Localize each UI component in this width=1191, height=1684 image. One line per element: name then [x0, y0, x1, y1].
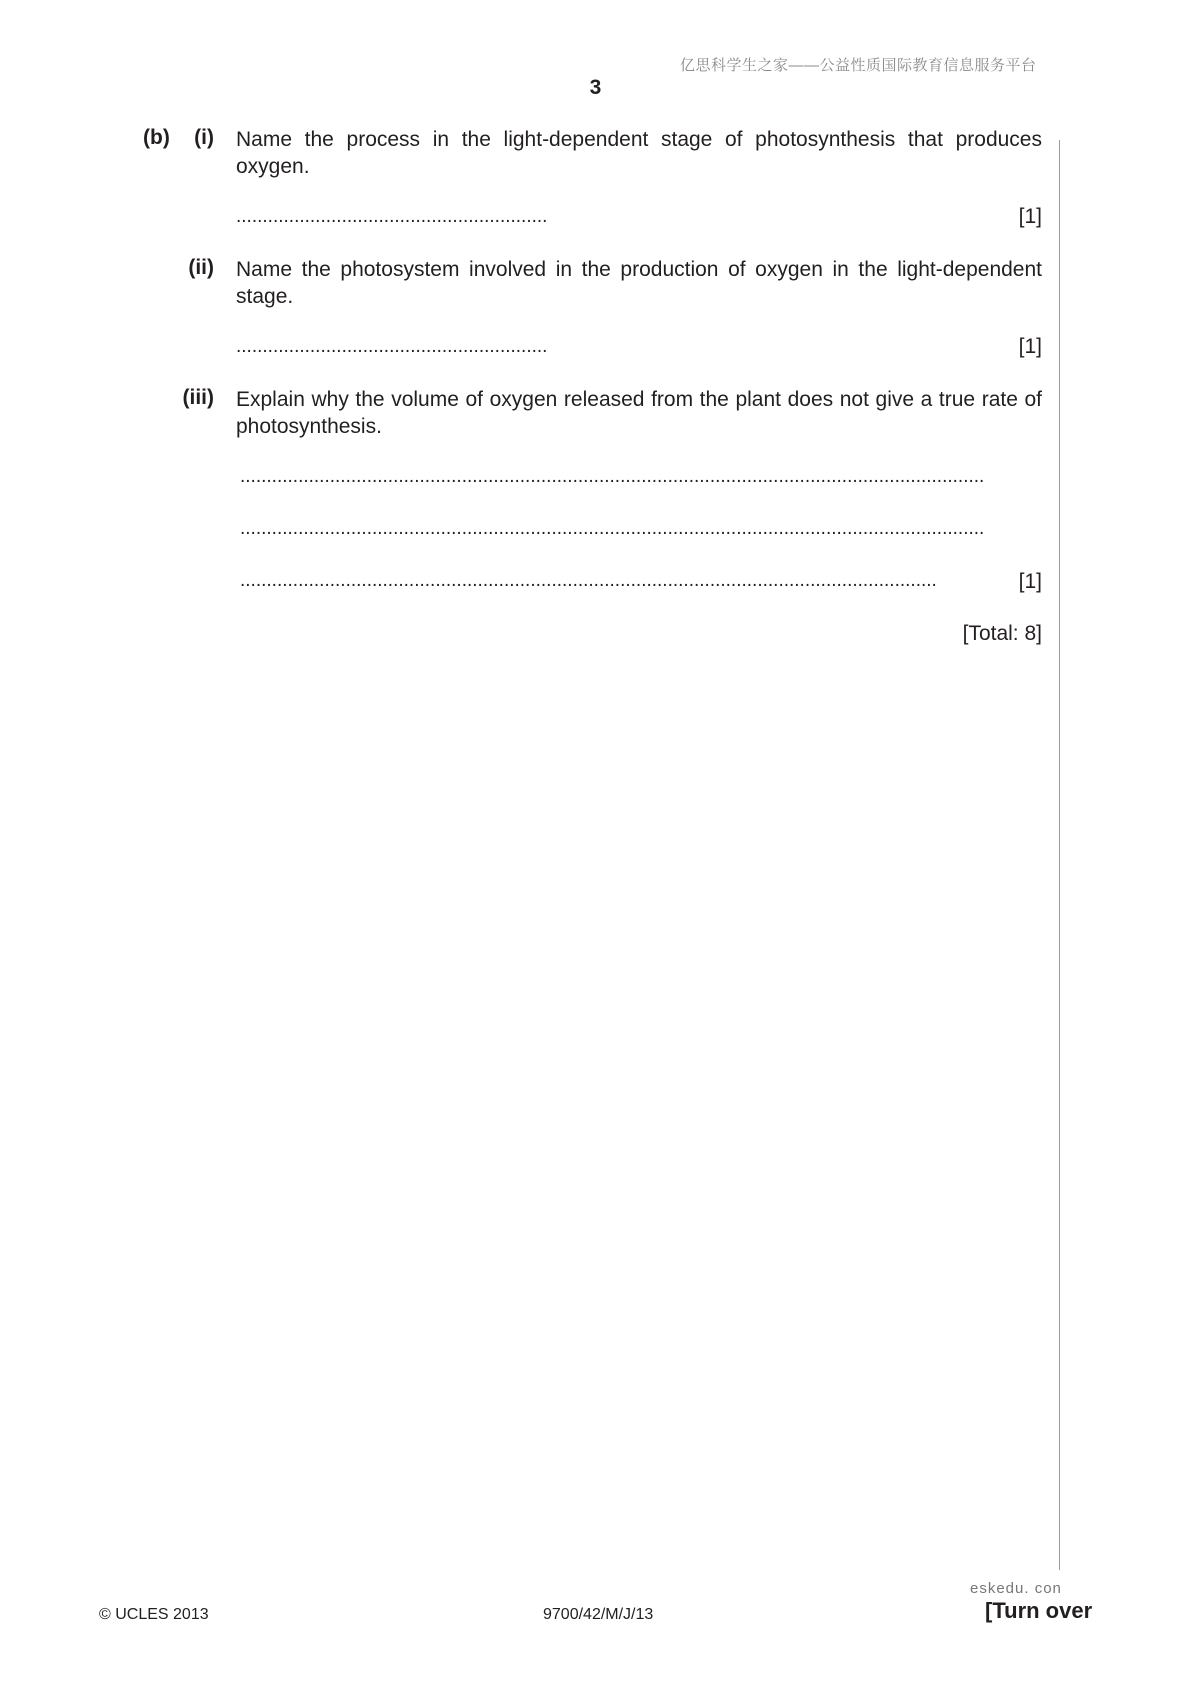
part-i-mark: [1] — [1018, 205, 1042, 228]
part-ii-numeral: (ii) — [188, 256, 214, 279]
part-i-answer-line[interactable]: ........................................................... — [236, 206, 548, 227]
page-number: 3 — [589, 76, 602, 99]
footer-copyright: © UCLES 2013 — [99, 1606, 209, 1623]
total-marks: [Total: 8] — [962, 622, 1042, 645]
part-ii-question-text: Name the photosystem involved in the production of oxygen in the light-dependent stage. — [236, 258, 1042, 308]
part-iii-answer-line[interactable]: .................................................................................................................................... — [240, 570, 937, 591]
header-watermark: 亿思科学生之家——公益性质国际教育信息服务平台 — [680, 57, 1037, 74]
part-ii-mark: [1] — [1018, 335, 1042, 358]
margin-line — [1059, 140, 1060, 1570]
footer-paper-code: 9700/42/M/J/13 — [543, 1606, 654, 1623]
turn-over-label: [Turn over — [985, 1598, 1093, 1623]
part-i-question-text: Name the process in the light-dependent stage of photosynthesis that produces oxygen. — [236, 128, 1042, 178]
question-label-b: (b) — [143, 126, 170, 149]
part-iii-answer-line[interactable]: ............................................................................................................................................. — [240, 466, 985, 487]
part-i-numeral: (i) — [194, 126, 214, 149]
part-iii-answer-line[interactable]: ............................................................................................................................................. — [240, 518, 985, 539]
part-iii-question-text: Explain why the volume of oxygen released from the plant does not give a true rate of photosynthesis. — [236, 388, 1042, 438]
part-iii-numeral: (iii) — [182, 386, 214, 409]
part-ii-answer-line[interactable]: ........................................................... — [236, 336, 548, 357]
part-iii-mark: [1] — [1018, 570, 1042, 593]
footer-site-watermark: eskedu. con — [970, 1580, 1062, 1597]
